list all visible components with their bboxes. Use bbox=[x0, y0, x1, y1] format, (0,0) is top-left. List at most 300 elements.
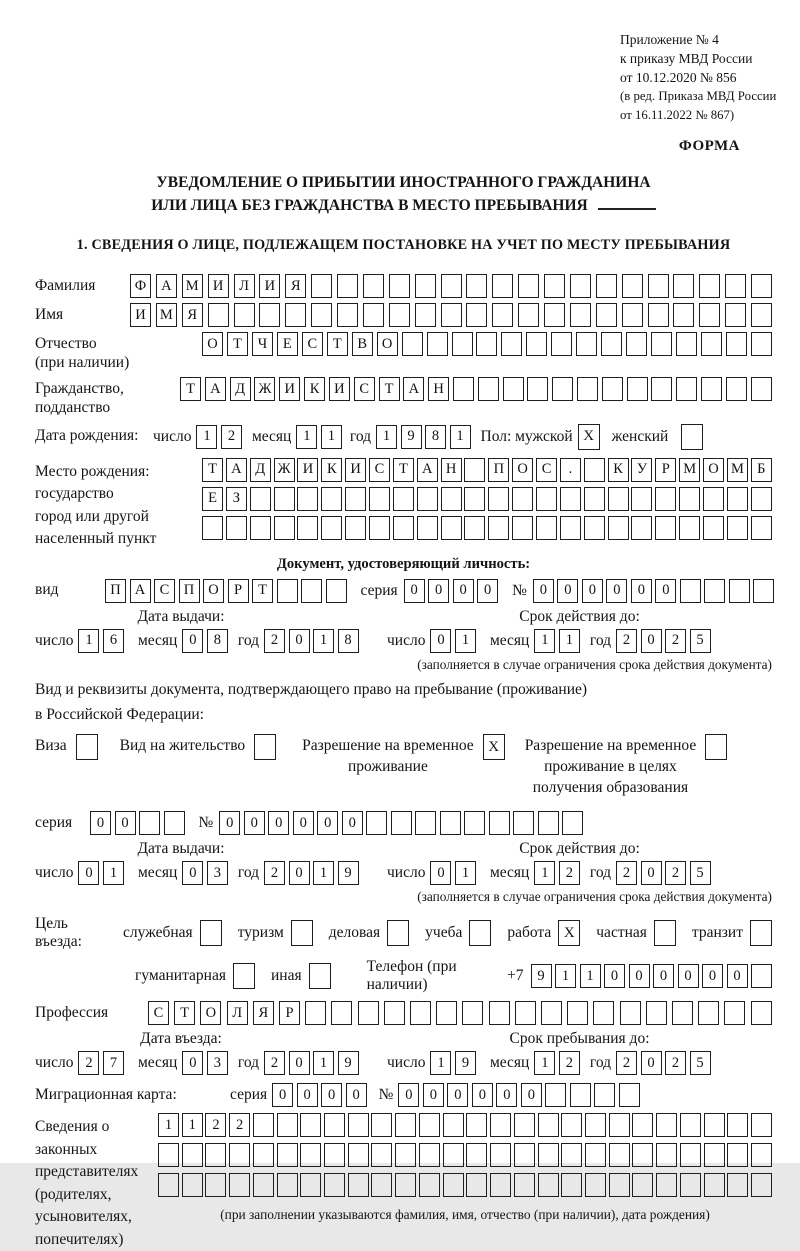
char-cell[interactable] bbox=[514, 1143, 535, 1167]
char-cell[interactable]: 5 bbox=[690, 1051, 711, 1075]
char-cell[interactable] bbox=[704, 1143, 725, 1167]
char-cell[interactable] bbox=[490, 1113, 511, 1137]
char-cell[interactable] bbox=[301, 579, 322, 603]
char-cell[interactable]: 0 bbox=[404, 579, 425, 603]
char-cell[interactable] bbox=[384, 1001, 405, 1025]
char-cell[interactable] bbox=[512, 487, 533, 511]
char-cell[interactable]: К bbox=[608, 458, 629, 482]
char-cell[interactable] bbox=[703, 516, 724, 540]
char-cell[interactable] bbox=[419, 1143, 440, 1167]
char-cell[interactable] bbox=[297, 487, 318, 511]
char-cell[interactable] bbox=[672, 1001, 693, 1025]
char-cell[interactable] bbox=[348, 1173, 369, 1197]
char-cell[interactable] bbox=[751, 274, 772, 298]
char-cell[interactable] bbox=[679, 487, 700, 511]
char-cell[interactable] bbox=[464, 458, 485, 482]
char-cell[interactable]: 0 bbox=[289, 629, 310, 653]
char-cell[interactable]: 0 bbox=[606, 579, 627, 603]
char-cell[interactable] bbox=[751, 1143, 772, 1167]
char-cell[interactable]: С bbox=[154, 579, 175, 603]
char-cell[interactable] bbox=[226, 516, 247, 540]
char-cell[interactable] bbox=[622, 274, 643, 298]
char-cell[interactable] bbox=[596, 274, 617, 298]
char-cell[interactable]: 0 bbox=[496, 1083, 517, 1107]
char-cell[interactable]: Е bbox=[277, 332, 298, 356]
char-cell[interactable]: 0 bbox=[297, 1083, 318, 1107]
char-cell[interactable] bbox=[751, 1001, 772, 1025]
char-cell[interactable]: 1 bbox=[103, 861, 124, 885]
char-cell[interactable] bbox=[326, 579, 347, 603]
char-cell[interactable] bbox=[552, 377, 573, 401]
char-cell[interactable]: Ф bbox=[130, 274, 151, 298]
char-cell[interactable] bbox=[395, 1113, 416, 1137]
char-cell[interactable] bbox=[321, 487, 342, 511]
char-cell[interactable]: И bbox=[130, 303, 151, 327]
char-cell[interactable] bbox=[526, 332, 547, 356]
char-cell[interactable] bbox=[704, 1113, 725, 1137]
char-cell[interactable] bbox=[291, 920, 313, 946]
char-cell[interactable] bbox=[233, 963, 255, 989]
char-cell[interactable] bbox=[229, 1173, 250, 1197]
char-cell[interactable]: Р bbox=[228, 579, 249, 603]
char-cell[interactable] bbox=[345, 516, 366, 540]
char-cell[interactable]: Л bbox=[234, 274, 255, 298]
char-cell[interactable] bbox=[593, 1001, 614, 1025]
char-cell[interactable] bbox=[585, 1113, 606, 1137]
char-cell[interactable] bbox=[393, 487, 414, 511]
char-cell[interactable]: 0 bbox=[321, 1083, 342, 1107]
char-cell[interactable] bbox=[305, 1001, 326, 1025]
char-cell[interactable] bbox=[515, 1001, 536, 1025]
char-cell[interactable] bbox=[285, 303, 306, 327]
char-cell[interactable] bbox=[158, 1173, 179, 1197]
char-cell[interactable] bbox=[297, 516, 318, 540]
char-cell[interactable] bbox=[704, 1173, 725, 1197]
char-cell[interactable] bbox=[488, 487, 509, 511]
char-cell[interactable] bbox=[726, 332, 747, 356]
char-cell[interactable]: 1 bbox=[78, 629, 99, 653]
char-cell[interactable] bbox=[277, 579, 298, 603]
char-cell[interactable] bbox=[466, 274, 487, 298]
char-cell[interactable] bbox=[594, 1083, 615, 1107]
char-cell[interactable] bbox=[753, 579, 774, 603]
char-cell[interactable]: 0 bbox=[604, 964, 625, 988]
char-cell[interactable] bbox=[476, 332, 497, 356]
char-cell[interactable]: 2 bbox=[229, 1113, 250, 1137]
char-cell[interactable] bbox=[518, 274, 539, 298]
char-cell[interactable] bbox=[751, 516, 772, 540]
char-cell[interactable] bbox=[631, 516, 652, 540]
char-cell[interactable] bbox=[492, 274, 513, 298]
char-cell[interactable] bbox=[164, 811, 185, 835]
char-cell[interactable]: 3 bbox=[207, 1051, 228, 1075]
char-cell[interactable] bbox=[570, 1083, 591, 1107]
char-cell[interactable]: 1 bbox=[555, 964, 576, 988]
char-cell[interactable] bbox=[395, 1143, 416, 1167]
char-cell[interactable] bbox=[366, 811, 387, 835]
char-cell[interactable]: 0 bbox=[521, 1083, 542, 1107]
char-cell[interactable] bbox=[527, 377, 548, 401]
char-cell[interactable] bbox=[536, 516, 557, 540]
char-cell[interactable] bbox=[441, 274, 462, 298]
char-cell[interactable] bbox=[701, 332, 722, 356]
char-cell[interactable] bbox=[609, 1173, 630, 1197]
char-cell[interactable]: 1 bbox=[321, 425, 342, 449]
char-cell[interactable] bbox=[704, 579, 725, 603]
char-cell[interactable] bbox=[324, 1143, 345, 1167]
char-cell[interactable]: Н bbox=[441, 458, 462, 482]
char-cell[interactable]: 9 bbox=[401, 425, 422, 449]
char-cell[interactable]: 2 bbox=[78, 1051, 99, 1075]
char-cell[interactable]: С bbox=[369, 458, 390, 482]
char-cell[interactable]: А bbox=[156, 274, 177, 298]
char-cell[interactable]: К bbox=[304, 377, 325, 401]
char-cell[interactable] bbox=[651, 377, 672, 401]
char-cell[interactable]: 0 bbox=[641, 1051, 662, 1075]
char-cell[interactable] bbox=[205, 1143, 226, 1167]
char-cell[interactable]: 1 bbox=[534, 861, 555, 885]
char-cell[interactable]: Д bbox=[250, 458, 271, 482]
char-cell[interactable]: 0 bbox=[447, 1083, 468, 1107]
char-cell[interactable]: 8 bbox=[338, 629, 359, 653]
char-cell[interactable]: 0 bbox=[582, 579, 603, 603]
char-cell[interactable] bbox=[750, 920, 772, 946]
char-cell[interactable] bbox=[462, 1001, 483, 1025]
char-cell[interactable]: 1 bbox=[455, 861, 476, 885]
char-cell[interactable] bbox=[415, 303, 436, 327]
char-cell[interactable]: 2 bbox=[616, 861, 637, 885]
char-cell[interactable] bbox=[393, 516, 414, 540]
char-cell[interactable]: 0 bbox=[423, 1083, 444, 1107]
char-cell[interactable] bbox=[724, 1001, 745, 1025]
char-cell[interactable] bbox=[466, 1143, 487, 1167]
char-cell[interactable] bbox=[602, 377, 623, 401]
char-cell[interactable] bbox=[601, 332, 622, 356]
char-cell[interactable] bbox=[701, 377, 722, 401]
char-cell[interactable] bbox=[727, 516, 748, 540]
char-cell[interactable]: 0 bbox=[182, 629, 203, 653]
char-cell[interactable]: 1 bbox=[559, 629, 580, 653]
char-cell[interactable] bbox=[632, 1173, 653, 1197]
char-cell[interactable]: В bbox=[352, 332, 373, 356]
char-cell[interactable]: 1 bbox=[313, 861, 334, 885]
char-cell[interactable]: Т bbox=[252, 579, 273, 603]
char-cell[interactable]: 2 bbox=[264, 861, 285, 885]
char-cell[interactable] bbox=[337, 274, 358, 298]
char-cell[interactable]: 2 bbox=[665, 861, 686, 885]
char-cell[interactable] bbox=[751, 377, 772, 401]
char-cell[interactable]: 0 bbox=[182, 861, 203, 885]
char-cell[interactable] bbox=[469, 920, 491, 946]
char-cell[interactable] bbox=[680, 1113, 701, 1137]
char-cell[interactable] bbox=[139, 811, 160, 835]
char-cell[interactable] bbox=[727, 1113, 748, 1137]
char-cell[interactable] bbox=[300, 1143, 321, 1167]
char-cell[interactable]: Т bbox=[202, 458, 223, 482]
char-cell[interactable]: Б bbox=[751, 458, 772, 482]
char-cell[interactable]: X bbox=[483, 734, 505, 760]
char-cell[interactable]: Ж bbox=[274, 458, 295, 482]
char-cell[interactable]: О bbox=[203, 579, 224, 603]
char-cell[interactable]: 0 bbox=[430, 629, 451, 653]
char-cell[interactable]: Е bbox=[202, 487, 223, 511]
char-cell[interactable] bbox=[680, 1173, 701, 1197]
char-cell[interactable] bbox=[544, 274, 565, 298]
char-cell[interactable]: 2 bbox=[559, 1051, 580, 1075]
char-cell[interactable] bbox=[514, 1173, 535, 1197]
char-cell[interactable]: Я bbox=[253, 1001, 274, 1025]
char-cell[interactable]: П bbox=[105, 579, 126, 603]
char-cell[interactable] bbox=[512, 516, 533, 540]
char-cell[interactable]: И bbox=[279, 377, 300, 401]
char-cell[interactable] bbox=[348, 1143, 369, 1167]
char-cell[interactable]: С bbox=[536, 458, 557, 482]
char-cell[interactable]: Т bbox=[379, 377, 400, 401]
char-cell[interactable]: 2 bbox=[616, 1051, 637, 1075]
char-cell[interactable] bbox=[703, 487, 724, 511]
char-cell[interactable] bbox=[443, 1143, 464, 1167]
char-cell[interactable] bbox=[371, 1143, 392, 1167]
char-cell[interactable] bbox=[698, 1001, 719, 1025]
char-cell[interactable]: 2 bbox=[264, 1051, 285, 1075]
char-cell[interactable] bbox=[417, 516, 438, 540]
char-cell[interactable]: 1 bbox=[182, 1113, 203, 1137]
char-cell[interactable] bbox=[182, 1173, 203, 1197]
char-cell[interactable] bbox=[679, 516, 700, 540]
char-cell[interactable]: 0 bbox=[272, 1083, 293, 1107]
char-cell[interactable] bbox=[680, 1143, 701, 1167]
char-cell[interactable]: 0 bbox=[702, 964, 723, 988]
char-cell[interactable] bbox=[436, 1001, 457, 1025]
char-cell[interactable] bbox=[277, 1173, 298, 1197]
char-cell[interactable] bbox=[337, 303, 358, 327]
char-cell[interactable]: 0 bbox=[472, 1083, 493, 1107]
char-cell[interactable]: И bbox=[297, 458, 318, 482]
char-cell[interactable]: 6 bbox=[103, 629, 124, 653]
char-cell[interactable] bbox=[584, 516, 605, 540]
char-cell[interactable] bbox=[681, 424, 703, 450]
char-cell[interactable]: Р bbox=[279, 1001, 300, 1025]
char-cell[interactable]: И bbox=[259, 274, 280, 298]
char-cell[interactable]: 0 bbox=[90, 811, 111, 835]
char-cell[interactable]: 0 bbox=[631, 579, 652, 603]
char-cell[interactable]: П bbox=[488, 458, 509, 482]
char-cell[interactable] bbox=[727, 487, 748, 511]
char-cell[interactable] bbox=[309, 963, 331, 989]
char-cell[interactable]: М bbox=[727, 458, 748, 482]
char-cell[interactable]: 9 bbox=[455, 1051, 476, 1075]
char-cell[interactable] bbox=[570, 274, 591, 298]
char-cell[interactable] bbox=[274, 516, 295, 540]
char-cell[interactable] bbox=[632, 1143, 653, 1167]
char-cell[interactable]: 2 bbox=[559, 861, 580, 885]
char-cell[interactable] bbox=[417, 487, 438, 511]
char-cell[interactable] bbox=[609, 1113, 630, 1137]
char-cell[interactable]: М bbox=[182, 274, 203, 298]
char-cell[interactable]: 2 bbox=[665, 629, 686, 653]
char-cell[interactable] bbox=[655, 516, 676, 540]
char-cell[interactable] bbox=[561, 1143, 582, 1167]
char-cell[interactable] bbox=[395, 1173, 416, 1197]
char-cell[interactable]: 0 bbox=[655, 579, 676, 603]
char-cell[interactable] bbox=[608, 516, 629, 540]
char-cell[interactable] bbox=[751, 1173, 772, 1197]
char-cell[interactable]: 8 bbox=[207, 629, 228, 653]
char-cell[interactable] bbox=[466, 303, 487, 327]
char-cell[interactable] bbox=[680, 579, 701, 603]
char-cell[interactable] bbox=[490, 1143, 511, 1167]
char-cell[interactable] bbox=[751, 303, 772, 327]
char-cell[interactable] bbox=[626, 332, 647, 356]
char-cell[interactable] bbox=[538, 811, 559, 835]
char-cell[interactable]: 0 bbox=[317, 811, 338, 835]
char-cell[interactable]: Р bbox=[655, 458, 676, 482]
char-cell[interactable] bbox=[369, 516, 390, 540]
char-cell[interactable]: Н bbox=[428, 377, 449, 401]
char-cell[interactable] bbox=[464, 811, 485, 835]
char-cell[interactable] bbox=[419, 1173, 440, 1197]
char-cell[interactable]: 0 bbox=[182, 1051, 203, 1075]
char-cell[interactable]: 7 bbox=[103, 1051, 124, 1075]
char-cell[interactable] bbox=[466, 1173, 487, 1197]
char-cell[interactable] bbox=[464, 516, 485, 540]
char-cell[interactable] bbox=[234, 303, 255, 327]
char-cell[interactable] bbox=[577, 377, 598, 401]
char-cell[interactable]: Ж bbox=[254, 377, 275, 401]
char-cell[interactable] bbox=[656, 1143, 677, 1167]
char-cell[interactable] bbox=[331, 1001, 352, 1025]
char-cell[interactable] bbox=[466, 1113, 487, 1137]
char-cell[interactable] bbox=[726, 377, 747, 401]
char-cell[interactable]: 5 bbox=[690, 629, 711, 653]
char-cell[interactable] bbox=[503, 377, 524, 401]
char-cell[interactable] bbox=[259, 303, 280, 327]
char-cell[interactable] bbox=[345, 487, 366, 511]
char-cell[interactable] bbox=[751, 332, 772, 356]
char-cell[interactable] bbox=[348, 1113, 369, 1137]
char-cell[interactable]: 0 bbox=[346, 1083, 367, 1107]
char-cell[interactable] bbox=[656, 1173, 677, 1197]
char-cell[interactable] bbox=[200, 920, 222, 946]
char-cell[interactable] bbox=[277, 1143, 298, 1167]
char-cell[interactable]: Я bbox=[285, 274, 306, 298]
char-cell[interactable] bbox=[250, 487, 271, 511]
char-cell[interactable]: С bbox=[148, 1001, 169, 1025]
char-cell[interactable] bbox=[584, 458, 605, 482]
char-cell[interactable]: 0 bbox=[268, 811, 289, 835]
char-cell[interactable] bbox=[560, 516, 581, 540]
char-cell[interactable]: З bbox=[226, 487, 247, 511]
char-cell[interactable]: 0 bbox=[398, 1083, 419, 1107]
char-cell[interactable] bbox=[751, 964, 772, 988]
char-cell[interactable]: О bbox=[200, 1001, 221, 1025]
char-cell[interactable]: 9 bbox=[338, 1051, 359, 1075]
char-cell[interactable]: Т bbox=[180, 377, 201, 401]
char-cell[interactable] bbox=[619, 1083, 640, 1107]
char-cell[interactable]: М bbox=[156, 303, 177, 327]
char-cell[interactable]: П bbox=[179, 579, 200, 603]
char-cell[interactable]: 1 bbox=[455, 629, 476, 653]
char-cell[interactable]: 0 bbox=[428, 579, 449, 603]
char-cell[interactable] bbox=[415, 811, 436, 835]
char-cell[interactable] bbox=[648, 274, 669, 298]
char-cell[interactable] bbox=[551, 332, 572, 356]
char-cell[interactable] bbox=[725, 303, 746, 327]
char-cell[interactable] bbox=[620, 1001, 641, 1025]
char-cell[interactable]: И bbox=[208, 274, 229, 298]
char-cell[interactable] bbox=[274, 487, 295, 511]
char-cell[interactable] bbox=[453, 377, 474, 401]
char-cell[interactable]: А bbox=[205, 377, 226, 401]
char-cell[interactable]: 0 bbox=[453, 579, 474, 603]
char-cell[interactable]: 9 bbox=[338, 861, 359, 885]
char-cell[interactable] bbox=[725, 274, 746, 298]
char-cell[interactable]: 1 bbox=[580, 964, 601, 988]
char-cell[interactable] bbox=[654, 920, 676, 946]
char-cell[interactable]: 0 bbox=[293, 811, 314, 835]
char-cell[interactable] bbox=[254, 734, 276, 760]
char-cell[interactable]: 2 bbox=[264, 629, 285, 653]
char-cell[interactable]: 0 bbox=[219, 811, 240, 835]
char-cell[interactable] bbox=[609, 1143, 630, 1167]
char-cell[interactable] bbox=[705, 734, 727, 760]
char-cell[interactable] bbox=[651, 332, 672, 356]
char-cell[interactable] bbox=[544, 303, 565, 327]
char-cell[interactable]: У bbox=[631, 458, 652, 482]
char-cell[interactable]: 5 bbox=[690, 861, 711, 885]
char-cell[interactable] bbox=[387, 920, 409, 946]
char-cell[interactable]: 1 bbox=[450, 425, 471, 449]
char-cell[interactable]: 1 bbox=[534, 1051, 555, 1075]
char-cell[interactable] bbox=[560, 487, 581, 511]
char-cell[interactable] bbox=[676, 377, 697, 401]
char-cell[interactable]: Л bbox=[227, 1001, 248, 1025]
char-cell[interactable]: Я bbox=[182, 303, 203, 327]
char-cell[interactable] bbox=[648, 303, 669, 327]
char-cell[interactable] bbox=[561, 1173, 582, 1197]
char-cell[interactable]: 0 bbox=[557, 579, 578, 603]
char-cell[interactable]: И bbox=[329, 377, 350, 401]
char-cell[interactable] bbox=[205, 1173, 226, 1197]
char-cell[interactable] bbox=[673, 303, 694, 327]
char-cell[interactable]: К bbox=[321, 458, 342, 482]
char-cell[interactable]: 1 bbox=[196, 425, 217, 449]
char-cell[interactable]: 1 bbox=[534, 629, 555, 653]
char-cell[interactable] bbox=[363, 303, 384, 327]
char-cell[interactable] bbox=[229, 1143, 250, 1167]
char-cell[interactable] bbox=[443, 1113, 464, 1137]
char-cell[interactable] bbox=[656, 1113, 677, 1137]
char-cell[interactable]: Т bbox=[327, 332, 348, 356]
char-cell[interactable]: 0 bbox=[244, 811, 265, 835]
char-cell[interactable] bbox=[751, 1113, 772, 1137]
char-cell[interactable]: О bbox=[202, 332, 223, 356]
char-cell[interactable] bbox=[513, 811, 534, 835]
char-cell[interactable]: 0 bbox=[289, 861, 310, 885]
char-cell[interactable] bbox=[632, 1113, 653, 1137]
char-cell[interactable] bbox=[585, 1143, 606, 1167]
char-cell[interactable]: 0 bbox=[641, 629, 662, 653]
char-cell[interactable]: Т bbox=[227, 332, 248, 356]
char-cell[interactable]: А bbox=[130, 579, 151, 603]
char-cell[interactable] bbox=[311, 274, 332, 298]
char-cell[interactable]: 0 bbox=[727, 964, 748, 988]
char-cell[interactable]: Т bbox=[174, 1001, 195, 1025]
char-cell[interactable]: 8 bbox=[425, 425, 446, 449]
char-cell[interactable]: 0 bbox=[78, 861, 99, 885]
char-cell[interactable]: 0 bbox=[653, 964, 674, 988]
char-cell[interactable] bbox=[358, 1001, 379, 1025]
